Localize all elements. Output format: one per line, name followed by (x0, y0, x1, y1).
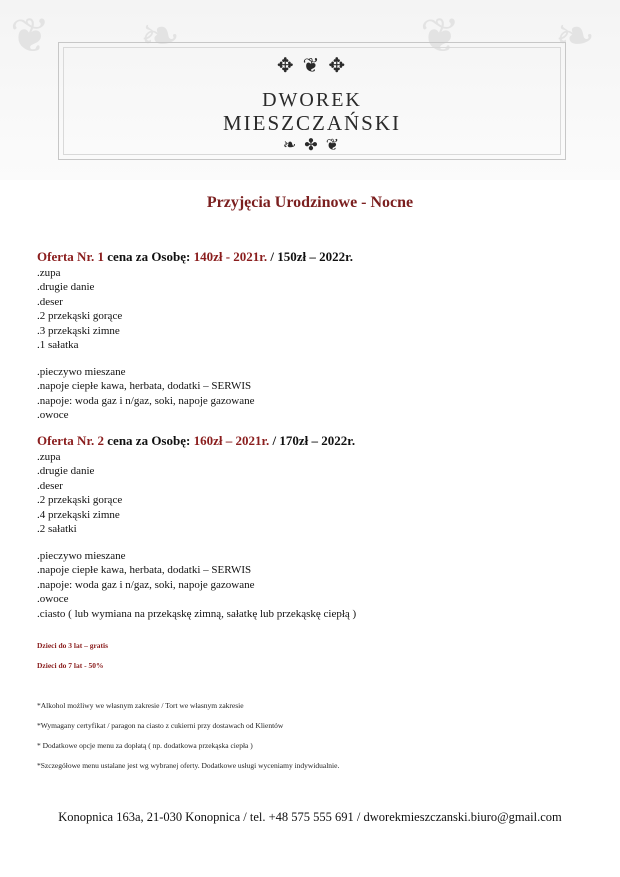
list-item: .napoje ciepłe kawa, herbata, dodatki – SERWIS (37, 564, 252, 576)
price-label: cena za Osobę: (104, 433, 194, 448)
header-band (0, 0, 620, 180)
list-item: .1 sałatka (37, 339, 79, 351)
list-item: .4 przekąski zimne (37, 508, 120, 521)
floral-ornament-icon: ❧ (140, 10, 181, 63)
list-item: .deser (37, 295, 63, 308)
list-item: .2 sałatki (37, 523, 77, 535)
list-item: .owoce (37, 593, 69, 605)
floral-ornament-icon: ❧ (555, 10, 596, 63)
offer-name: Oferta Nr. 1 (37, 249, 105, 264)
price-label: cena za Osobę: (104, 249, 194, 264)
list-item: .2 przekąski gorące (37, 310, 123, 322)
list-item: .ciasto ( lub wymiana na przekąskę zimną, sałatkę lub przekąskę ciepłą ) (37, 607, 357, 620)
page-title: Przyjęcia Urodzinowe - Nocne (206, 194, 414, 211)
price-2022: / 150zł – 2022r. (267, 249, 353, 264)
logo-frame (58, 42, 566, 160)
list-item: .3 przekąski zimne (37, 324, 120, 337)
kids-discount: Dzieci do 3 lat – gratis (37, 641, 109, 650)
list-item: .deser (37, 479, 63, 492)
list-item: .owoce (37, 409, 69, 421)
list-item: .napoje: woda gaz i n/gaz, soki, napoje gazowane (37, 578, 255, 591)
logo-line-1: DWOREK (262, 89, 362, 111)
footer-contact: Konopnica 163a, 21-030 Konopnica / tel. +48 575 555 691 / dworekmieszczanski.biuro@gmail.com (58, 810, 562, 824)
note: *Szczegółowe menu ustalane jest wg wybranej oferty. Dodatkowe usługi wyceniamy indywidualnie. (37, 761, 340, 770)
list-item: .drugie danie (37, 465, 95, 477)
note: *Wymagany certyfikat / paragon na ciasto z cukierni przy dostawach od Klientów (37, 721, 284, 730)
list-item: .napoje: woda gaz i n/gaz, soki, napoje gazowane (37, 394, 255, 407)
offer-2 (37, 434, 356, 621)
offer-1 (37, 250, 353, 423)
offer-heading (37, 434, 356, 449)
price-2021: 140zł - 2021r. (193, 249, 268, 264)
offer-heading (37, 250, 353, 265)
top-flourish-icon: ✥ ❦ ✥ (276, 55, 348, 77)
list-item: .zupa (37, 266, 61, 279)
list-item: .2 przekąski gorące (37, 494, 123, 506)
bottom-flourish-icon: ❧ ✤ ❦ (282, 137, 342, 154)
note: * Dodatkowe opcje menu za dopłatą ( np. dodatkowa przekąska ciepła ) (37, 741, 253, 750)
price-2021: 160zł – 2021r. (193, 433, 270, 448)
offer-name: Oferta Nr. 2 (37, 433, 105, 448)
list-item: .zupa (37, 450, 61, 463)
floral-ornament-icon: ❦ (10, 10, 51, 63)
kids-discount: Dzieci do 7 lat - 50% (37, 661, 104, 670)
list-item: .pieczywo mieszane (37, 365, 126, 378)
logo-line-2: MIESZCZAŃSKI (222, 111, 401, 135)
list-item: .pieczywo mieszane (37, 549, 126, 562)
list-item: .drugie danie (37, 281, 95, 293)
price-2022: / 170zł – 2022r. (269, 433, 356, 448)
floral-ornament-icon: ❦ (420, 10, 461, 63)
list-item: .napoje ciepłe kawa, herbata, dodatki – SERWIS (37, 380, 252, 392)
note: *Alkohol możliwy we własnym zakresie / Tort we własnym zakresie (37, 701, 244, 710)
